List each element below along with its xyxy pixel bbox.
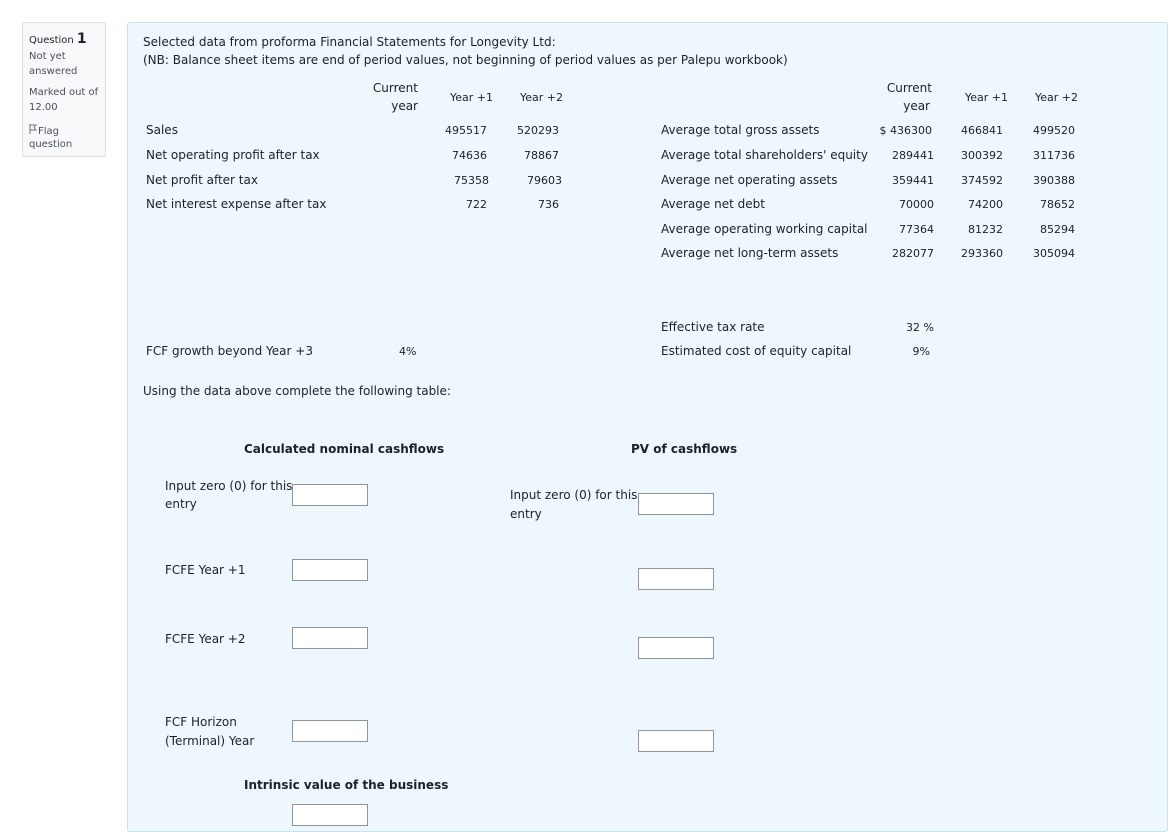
- right-row-net-debt-current: 70000: [899, 198, 934, 211]
- right-row-label-equity: Average total shareholders' equity: [661, 148, 868, 162]
- fcf-growth-label: FCF growth beyond Year +3: [146, 344, 313, 358]
- question-status-line1: Not yet: [29, 51, 66, 62]
- right-row-equity-y1: 300392: [961, 149, 1003, 162]
- flag-label-line2[interactable]: question: [29, 139, 73, 150]
- left-header-year2: Year +2: [520, 91, 564, 104]
- cost-of-equity-value: 9%: [912, 345, 930, 358]
- left-row-label-npat: Net profit after tax: [146, 173, 258, 187]
- right-row-label-owc: Average operating working capital: [661, 222, 868, 236]
- left-row-nopat-y1: 74636: [452, 149, 487, 162]
- question-number-label: [29, 31, 87, 47]
- tax-rate-value: 32 %: [906, 321, 934, 334]
- flag-question-button[interactable]: [29, 124, 59, 137]
- left-row-label-interest: Net interest expense after tax: [146, 197, 327, 211]
- question-content-panel: [127, 22, 1168, 832]
- left-row-npat-y2: 79603: [527, 174, 562, 187]
- left-row-label-sales: Sales: [146, 123, 178, 137]
- marked-out-of-value: 12.00: [29, 102, 58, 113]
- instructions-text: Using the data above complete the following table:: [143, 384, 451, 398]
- marked-out-of-line1: Marked out of: [29, 87, 99, 98]
- left-row-interest-y2: 736: [538, 198, 559, 211]
- question-label: Question: [29, 35, 74, 46]
- nominal-cashflow-input-2[interactable]: [292, 627, 368, 649]
- right-row-noa-y1: 374592: [961, 174, 1003, 187]
- right-row-owc-y2: 85294: [1040, 223, 1075, 236]
- intro-line2: (NB: Balance sheet items are end of period values, not beginning of period values as per Palepu workbook): [143, 53, 788, 67]
- right-row-label-nlta: Average net long-term assets: [661, 246, 839, 260]
- intrinsic-value-input[interactable]: [292, 804, 368, 826]
- row1-label-fcfe-year1: FCFE Year +1: [165, 563, 246, 577]
- right-header-year2: Year +2: [1035, 91, 1079, 104]
- intro-line1: Selected data from proforma Financial Statements for Longevity Ltd:: [143, 35, 556, 49]
- right-row-nlta-current: 282077: [892, 247, 934, 260]
- question-number: 1: [76, 31, 87, 47]
- right-row-net-debt-y2: 78652: [1040, 198, 1075, 211]
- nominal-cashflow-input-0[interactable]: [292, 484, 368, 506]
- pv-cashflow-input-1[interactable]: [638, 568, 714, 590]
- intrinsic-value-label: Intrinsic value of the business: [244, 778, 449, 792]
- left-header-year1: Year +1: [450, 91, 494, 104]
- right-row-noa-current: 359441: [892, 174, 934, 187]
- right-row-label-net-debt: Average net debt: [661, 197, 765, 211]
- right-header-year1: Year +1: [965, 91, 1009, 104]
- right-row-owc-current: 77364: [899, 223, 934, 236]
- right-row-nlta-y2: 305094: [1033, 247, 1075, 260]
- left-header-current-line1: Current: [372, 81, 418, 95]
- left-row-interest-y1: 722: [466, 198, 487, 211]
- header-nominal-cashflows: Calculated nominal cashflows: [244, 442, 445, 456]
- pv-cashflow-input-3[interactable]: [638, 730, 714, 752]
- left-row-sales-y1: 495517: [445, 124, 487, 137]
- question-status-line2: answered: [29, 66, 78, 77]
- right-row-owc-y1: 81232: [968, 223, 1003, 236]
- right-row-gross-assets-y1: 466841: [961, 124, 1003, 137]
- right-row-nlta-y1: 293360: [961, 247, 1003, 260]
- pv-cashflow-input-0[interactable]: [638, 493, 714, 515]
- fcf-growth-value: 4%: [399, 345, 417, 358]
- left-row-label-nopat: Net operating profit after tax: [146, 148, 320, 162]
- cost-of-equity-label: Estimated cost of equity capital: [661, 344, 852, 358]
- nominal-cashflow-input-3[interactable]: [292, 720, 368, 742]
- right-row-equity-current: 289441: [892, 149, 934, 162]
- right-row-label-gross-assets: Average total gross assets: [661, 123, 820, 137]
- row3-label-line1: FCF Horizon: [165, 715, 237, 729]
- nominal-cashflow-input-1[interactable]: [292, 559, 368, 581]
- header-pv-cashflows: PV of cashflows: [631, 442, 738, 456]
- row0-label-line1: Input zero (0) for this: [165, 479, 293, 493]
- left-row-npat-y1: 75358: [454, 174, 489, 187]
- flag-icon: [29, 124, 38, 137]
- row2-label-fcfe-year2: FCFE Year +2: [165, 632, 246, 646]
- right-header-current-line2: year: [903, 99, 930, 113]
- right-row-noa-y2: 390388: [1033, 174, 1075, 187]
- left-header-current-line2: year: [391, 99, 418, 113]
- right-row-gross-assets-y2: 499520: [1033, 124, 1075, 137]
- right-row-equity-y2: 311736: [1033, 149, 1075, 162]
- pv-row0-label-line2: entry: [510, 507, 542, 521]
- right-row-label-noa: Average net operating assets: [661, 173, 838, 187]
- right-row-gross-assets-current: $ 436300: [879, 124, 932, 137]
- left-row-sales-y2: 520293: [517, 124, 559, 137]
- row3-label-line2: (Terminal) Year: [165, 734, 255, 748]
- right-header-current-line1: Current: [886, 81, 932, 95]
- question-info-box: [22, 22, 106, 157]
- flag-label: Flag: [38, 126, 60, 137]
- tax-rate-label: Effective tax rate: [661, 320, 765, 334]
- left-row-nopat-y2: 78867: [524, 149, 559, 162]
- row0-label-line2: entry: [165, 497, 197, 511]
- pv-row0-label-line1: Input zero (0) for this: [510, 488, 638, 502]
- right-row-net-debt-y1: 74200: [968, 198, 1003, 211]
- pv-cashflow-input-2[interactable]: [638, 637, 714, 659]
